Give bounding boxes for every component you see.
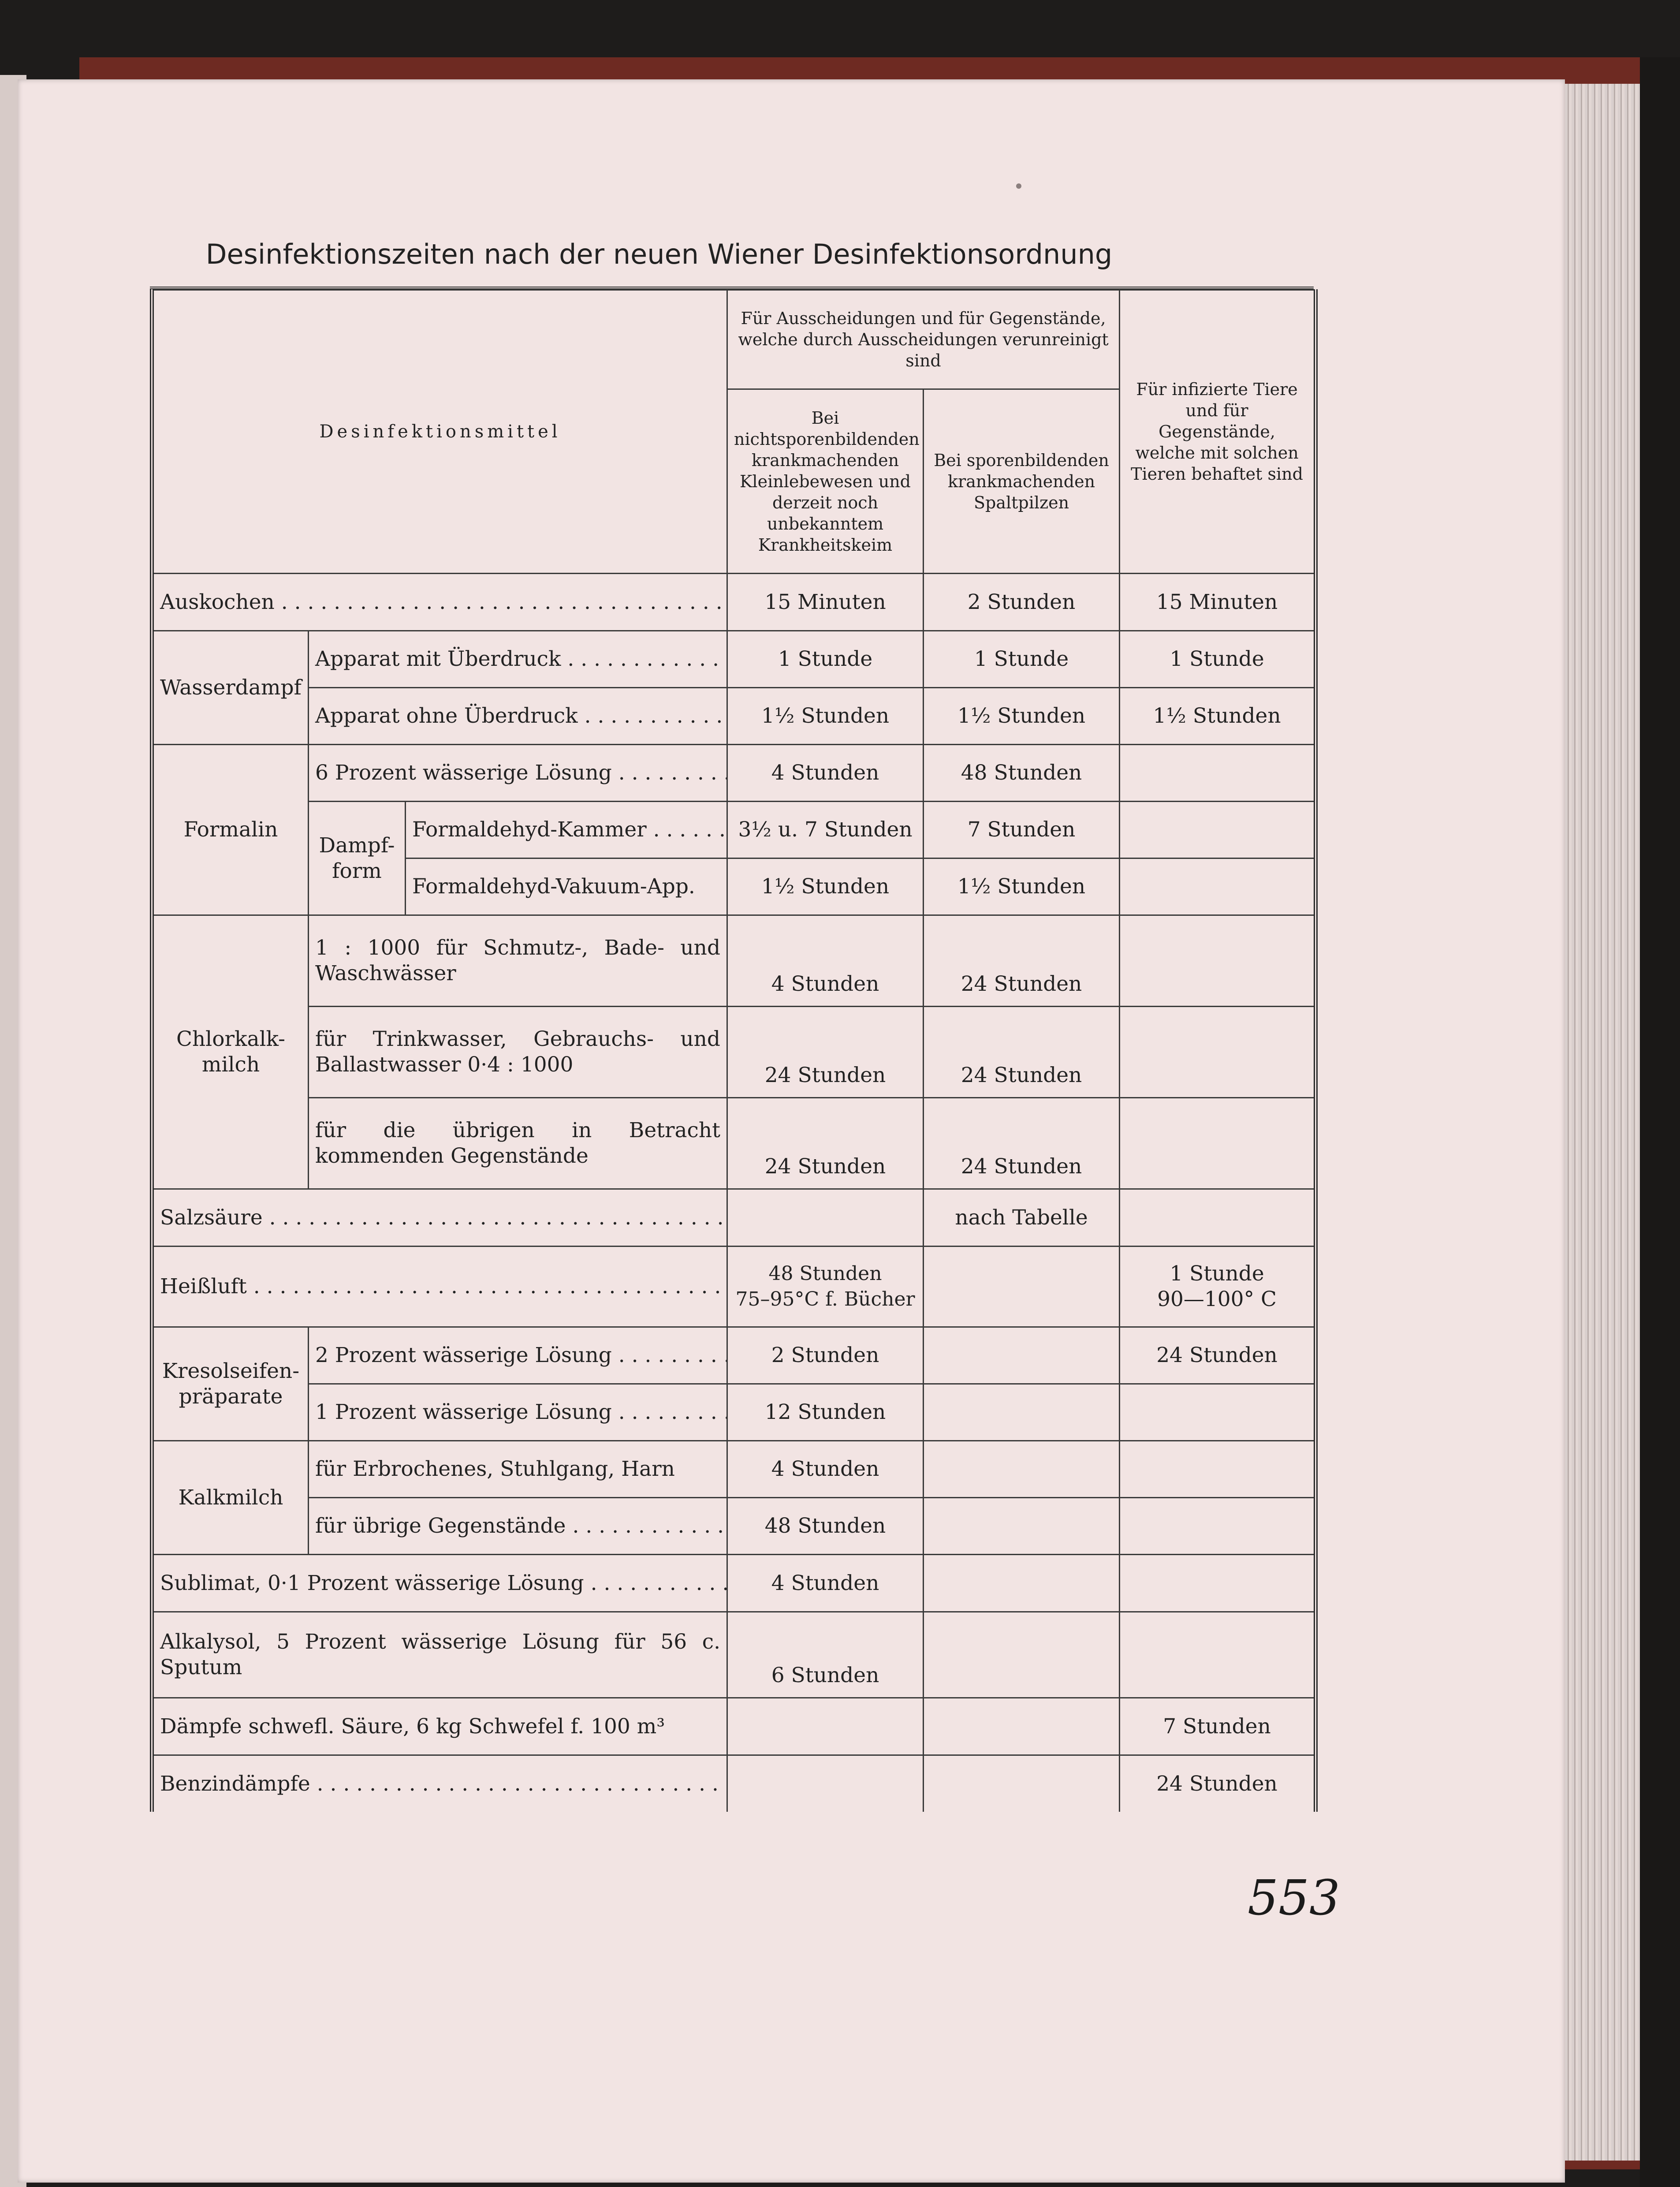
table-row <box>152 688 1316 745</box>
table-row <box>152 915 1316 1007</box>
cell-value: 24 Stunden <box>924 1007 1120 1098</box>
row-label-wasserdampf: Wasserdampf <box>152 631 309 745</box>
row-label-alkalysol: Alkalysol, 5 Prozent wässerige Lösung für 56 c. Sputum <box>152 1612 727 1698</box>
cell-empty <box>1120 1384 1316 1441</box>
table-row <box>152 745 1316 802</box>
sub-label: für Erbrochenes, Stuhlgang, Harn <box>309 1441 727 1498</box>
cell-empty <box>1120 745 1316 802</box>
cell-empty <box>924 1247 1120 1327</box>
cell-value: 1½ Stunden <box>727 858 924 915</box>
cell-empty <box>727 1698 924 1755</box>
disinfection-table-wrap <box>150 287 1314 1815</box>
cell-empty <box>1120 1007 1316 1098</box>
page-mark <box>1016 183 1021 189</box>
cell-value: 4 Stunden <box>727 1441 924 1498</box>
row-label-auskochen: Auskochen . . . <box>152 574 727 631</box>
cell-value: 15 Minuten <box>727 574 924 631</box>
cell-empty <box>924 1612 1120 1698</box>
cell-value: 24 Stunden <box>1120 1755 1316 1812</box>
cell-value: 1 Stunde <box>1120 631 1316 688</box>
cell-value: 24 Stunden <box>1120 1327 1316 1384</box>
dampf-label: Dampf-form <box>309 802 406 915</box>
table-row <box>152 1612 1316 1698</box>
table-row <box>152 1189 1316 1247</box>
row-label-daempfe: Dämpfe schwefl. Säure, 6 kg Schwefel f. 100 m³ <box>152 1698 727 1755</box>
cell-value: 6 Stunden <box>727 1612 924 1698</box>
cell-value: 4 Stunden <box>727 745 924 802</box>
table-row <box>152 1555 1316 1612</box>
sub-label: 1 : 1000 für Schmutz-, Bade- und Waschwässer <box>309 915 727 1007</box>
cell-value: 15 Minuten <box>1120 574 1316 631</box>
table-row <box>152 802 1316 858</box>
header-row <box>152 290 1316 389</box>
cell-value: 1½ Stunden <box>924 688 1120 745</box>
row-label-kalkmilch: Kalkmilch <box>152 1441 309 1555</box>
row-label-salzsaeure: Salzsäure . . . <box>152 1189 727 1247</box>
cell-value: 1 Stunde <box>1170 1261 1264 1286</box>
sub-label: Apparat mit Überdruck . . . <box>309 631 727 688</box>
table-row <box>152 1441 1316 1498</box>
cell-value: 48 Stunden <box>768 1262 882 1285</box>
cell-value: 2 Stunden <box>924 574 1120 631</box>
header-group: Für Ausscheidungen und für Gegenstände, welche durch Ausscheidungen verunreinigt sind <box>727 290 1120 389</box>
header-col2: Bei sporenbildenden krankmachenden Spaltpilzen <box>924 389 1120 574</box>
cell-value: 4 Stunden <box>727 1555 924 1612</box>
background <box>1640 57 1680 2187</box>
sub-label: Apparat ohne Überdruck . . . <box>309 688 727 745</box>
cell-value: 48 Stunden <box>924 745 1120 802</box>
cell-value: 24 Stunden <box>924 915 1120 1007</box>
cell-empty <box>727 1189 924 1247</box>
sub-label: 1 Prozent wässerige Lösung . . . <box>309 1384 727 1441</box>
header-col3: Für infizierte Tiere und für Gegenstände, welche mit solchen Tieren behaftet sind <box>1120 290 1316 574</box>
row-label-heissluft: Heißluft . . . <box>152 1247 727 1327</box>
cell-value: 3½ u. 7 Stunden <box>727 802 924 858</box>
cell-value: 24 Stunden <box>727 1007 924 1098</box>
cell-value: 24 Stunden <box>924 1098 1120 1189</box>
cell-value: 24 Stunden <box>727 1098 924 1189</box>
cell-empty <box>1120 1555 1316 1612</box>
table-row <box>152 1007 1316 1098</box>
cell-value: 1 Stunde <box>924 631 1120 688</box>
cell-empty <box>1120 1189 1316 1247</box>
cell-value: 4 Stunden <box>727 915 924 1007</box>
heissluft-cell <box>727 1247 924 1327</box>
cell-empty <box>1120 858 1316 915</box>
table-row <box>152 1755 1316 1812</box>
row-label-chlorkalkmilch: Chlorkalk-milch <box>152 915 309 1189</box>
cell-value: 1½ Stunden <box>924 858 1120 915</box>
cell-empty <box>1120 1098 1316 1189</box>
sub-label: 6 Prozent wässerige Lösung . . . <box>309 745 727 802</box>
table-row <box>152 1098 1316 1189</box>
cell-value: 75–95°C f. Bücher <box>735 1288 915 1310</box>
cell-value: 7 Stunden <box>924 802 1120 858</box>
page-number: 553 <box>1248 1870 1340 1926</box>
cell-empty <box>924 1327 1120 1384</box>
cell-empty <box>1120 1612 1316 1698</box>
sub-label: 2 Prozent wässerige Lösung . . . <box>309 1327 727 1384</box>
row-label-kresol: Kresolseifen-präparate <box>152 1327 309 1441</box>
row-label-sublimat: Sublimat, 0·1 Prozent wässerige Lösung . . . <box>152 1555 727 1612</box>
cell-value: 90—100° C <box>1157 1287 1277 1311</box>
cell-value: 1½ Stunden <box>727 688 924 745</box>
table-row <box>152 631 1316 688</box>
table-row <box>152 574 1316 631</box>
heissluft-cell-3 <box>1120 1247 1316 1327</box>
cell-empty <box>1120 802 1316 858</box>
sub-label: für die übrigen in Betracht kommenden Gegenstände <box>309 1098 727 1189</box>
row-label-benzin: Benzindämpfe . . . <box>152 1755 727 1812</box>
cell-empty <box>924 1555 1120 1612</box>
cell-empty <box>727 1755 924 1812</box>
sub-label: für Trinkwasser, Gebrauchs- und Ballastwasser 0·4 : 1000 <box>309 1007 727 1098</box>
table-row <box>152 1384 1316 1441</box>
sub-label: Formaldehyd-Vakuum-App. <box>406 858 727 915</box>
cell-value: 48 Stunden <box>727 1498 924 1555</box>
cell-value: 1 Stunde <box>727 631 924 688</box>
row-label-formalin: Formalin <box>152 745 309 915</box>
cell-value: 1½ Stunden <box>1120 688 1316 745</box>
cell-value: 2 Stunden <box>727 1327 924 1384</box>
cell-value: nach Tabelle <box>924 1189 1120 1247</box>
header-col1: Bei nichtsporenbildenden krankmachenden Kleinlebewesen und derzeit noch unbekanntem Krankheitskeim <box>727 389 924 574</box>
cell-empty <box>1120 915 1316 1007</box>
sub-label: für übrige Gegenstände . . . <box>309 1498 727 1555</box>
page-title: Desinfektionszeiten nach der neuen Wiener Desinfektionsordnung <box>205 238 1113 270</box>
table-row <box>152 1498 1316 1555</box>
cell-empty <box>924 1498 1120 1555</box>
cell-value: 7 Stunden <box>1120 1698 1316 1755</box>
cell-empty <box>924 1755 1120 1812</box>
cell-empty <box>924 1698 1120 1755</box>
header-mittel: Desinfektionsmittel <box>152 290 727 574</box>
cell-empty <box>1120 1441 1316 1498</box>
table-row <box>152 1327 1316 1384</box>
cell-value: 12 Stunden <box>727 1384 924 1441</box>
table-row <box>152 1247 1316 1327</box>
disinfection-table <box>150 289 1318 1812</box>
page-edges <box>1565 84 1640 2161</box>
cell-empty <box>1120 1498 1316 1555</box>
cell-empty <box>924 1384 1120 1441</box>
cell-empty <box>924 1441 1120 1498</box>
table-row <box>152 1698 1316 1755</box>
sub-label: Formaldehyd-Kammer . . . <box>406 802 727 858</box>
